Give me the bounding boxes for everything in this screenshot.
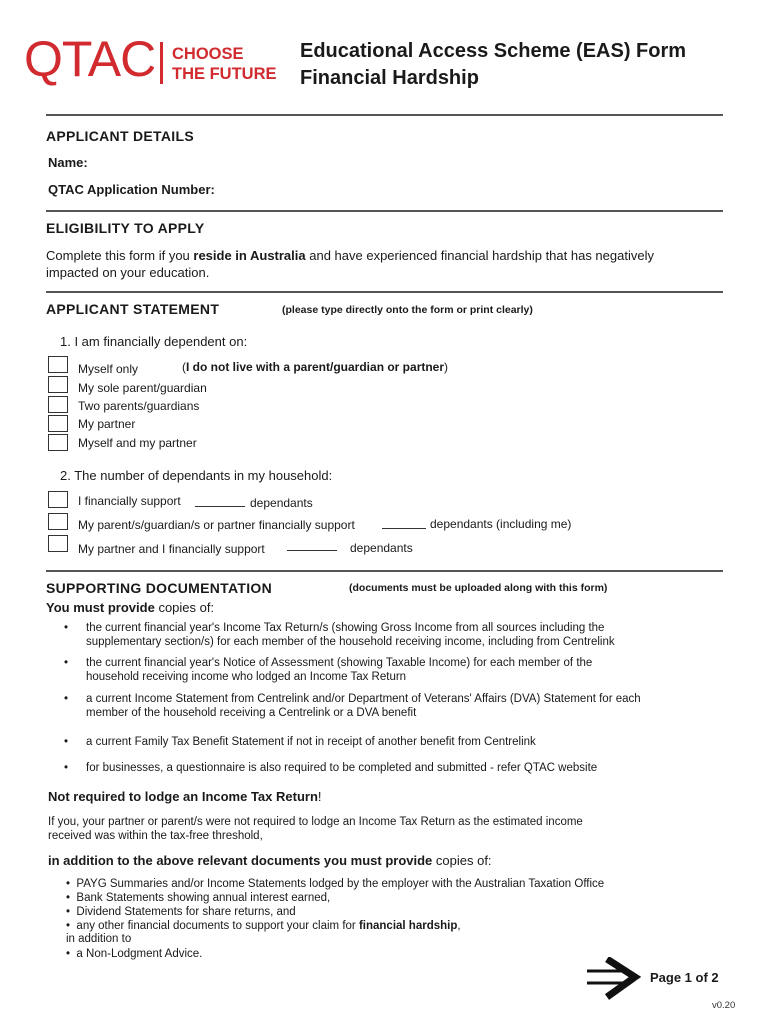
bullet: • bbox=[66, 892, 71, 904]
addition-bold: in addition to the above relevant documents you must provide bbox=[48, 853, 433, 868]
bullet-line: a current Income Statement from Centrelink and/or Department of Veterans' Affairs (DVA) Statement for each bbox=[86, 693, 641, 705]
checkbox-sole-parent[interactable] bbox=[48, 376, 68, 393]
note-bold: I do not live with a parent/guardian or partner bbox=[186, 360, 445, 374]
must-provide-rest: copies of: bbox=[154, 600, 215, 615]
bullet-line: member of the household receiving a Centrelink or a DVA benefit bbox=[86, 707, 417, 719]
bullet-line: the current financial year's Income Tax Return/s (showing Gross Income from all sources including the bbox=[86, 622, 605, 634]
checkbox-two-parents[interactable] bbox=[48, 396, 68, 413]
divider bbox=[46, 570, 723, 572]
payg-item: Dividend Statements for share returns, and bbox=[76, 906, 296, 918]
bullet-text bbox=[86, 692, 714, 720]
logo-tagline-line2: THE FUTURE bbox=[172, 65, 277, 83]
option-sole-parent: My sole parent/guardian bbox=[78, 381, 207, 395]
next-page-arrow-icon bbox=[585, 957, 645, 1001]
applicant-statement-note: (please type directly onto the form or print clearly) bbox=[282, 304, 533, 316]
checkbox-parent-support[interactable] bbox=[48, 513, 68, 530]
bullet: • bbox=[64, 762, 69, 774]
question-1: 1. I am financially dependent on: bbox=[60, 334, 248, 349]
list-item bbox=[66, 891, 330, 905]
bullet-line: household receiving income who lodged an Income Tax Return bbox=[86, 671, 407, 683]
eligibility-text bbox=[46, 247, 726, 281]
addition-heading bbox=[48, 853, 492, 868]
not-required-bold: Not required to lodge an Income Tax Return bbox=[48, 789, 318, 804]
option-partner-support-suffix: dependants bbox=[350, 541, 413, 555]
bullet-text bbox=[86, 621, 714, 649]
not-required-excl: ! bbox=[317, 789, 322, 804]
eligibility-heading: ELIGIBILITY TO APPLY bbox=[46, 220, 205, 236]
addition-rest: copies of: bbox=[432, 853, 492, 868]
option-partner-support: My partner and I financially support bbox=[78, 542, 265, 556]
myself-only-note bbox=[182, 360, 448, 374]
note-close: ) bbox=[444, 360, 449, 374]
must-provide-bold: You must provide bbox=[46, 600, 155, 615]
title-line2: Financial Hardship bbox=[300, 67, 479, 89]
divider bbox=[46, 114, 723, 116]
supporting-heading: SUPPORTING DOCUMENTATION bbox=[46, 580, 273, 596]
checkbox-myself-and-partner[interactable] bbox=[48, 434, 68, 451]
eligibility-text-line2: impacted on your education. bbox=[46, 265, 210, 280]
checkbox-i-support[interactable] bbox=[48, 491, 68, 508]
note-open: ( bbox=[182, 360, 186, 374]
supporting-note: (documents must be uploaded along with this form) bbox=[349, 582, 608, 594]
other-docs-bold: financial hardship bbox=[358, 920, 458, 932]
qtac-logo: QTAC bbox=[24, 31, 156, 87]
option-i-support: I financially support bbox=[78, 494, 181, 508]
bullet: • bbox=[66, 948, 71, 960]
bullet-line: the current financial year's Notice of Assessment (showing Taxable Income) for each member of the bbox=[86, 657, 593, 669]
not-required-line2: received was within the tax-free threshold, bbox=[48, 830, 263, 842]
checkbox-partner-support[interactable] bbox=[48, 535, 68, 552]
logo-divider bbox=[160, 42, 163, 84]
list-item bbox=[66, 919, 461, 933]
list-item bbox=[66, 947, 202, 961]
not-required-line1: If you, your partner or parent/s were not required to lodge an Income Tax Return as the estimated income bbox=[48, 816, 583, 828]
non-lodgment: a Non-Lodgment Advice. bbox=[76, 948, 203, 960]
applicant-statement-heading: APPLICANT STATEMENT bbox=[46, 301, 220, 317]
dependants-input-1[interactable] bbox=[195, 494, 245, 507]
bullet: • bbox=[66, 920, 71, 932]
bullet: • bbox=[66, 878, 71, 890]
dependants-input-2[interactable] bbox=[382, 516, 426, 529]
payg-item: Bank Statements showing annual interest earned, bbox=[76, 892, 331, 904]
option-myself-only: Myself only bbox=[78, 362, 139, 376]
not-required-heading bbox=[48, 789, 322, 804]
option-myself-and-partner: Myself and my partner bbox=[78, 436, 197, 450]
question-2: 2. The number of dependants in my household: bbox=[60, 468, 333, 483]
application-number-label: QTAC Application Number: bbox=[48, 182, 215, 197]
other-docs-a: any other financial documents to support your claim for bbox=[76, 920, 359, 932]
divider bbox=[46, 210, 723, 212]
payg-item: PAYG Summaries and/or Income Statements lodged by the employer with the Australian Taxation Office bbox=[76, 878, 605, 890]
bullet: • bbox=[64, 657, 69, 669]
option-i-support-suffix: dependants bbox=[250, 496, 313, 510]
bullet: • bbox=[64, 622, 69, 634]
must-provide bbox=[46, 600, 214, 615]
logo-tagline bbox=[172, 44, 277, 84]
eligibility-text-c: and have experienced financial hardship that has negatively bbox=[305, 248, 654, 263]
list-item bbox=[66, 905, 296, 919]
eligibility-text-a: Complete this form if you bbox=[46, 248, 194, 263]
bullet-text: for businesses, a questionnaire is also required to be completed and submitted - refer QTAC website bbox=[86, 762, 598, 774]
option-parent-support: My parent/s/guardian/s or partner financially support bbox=[78, 518, 355, 532]
other-docs-c: , bbox=[457, 920, 461, 932]
name-label: Name: bbox=[48, 155, 88, 170]
in-addition-to: in addition to bbox=[66, 933, 132, 945]
not-required-text bbox=[48, 815, 728, 843]
option-my-partner: My partner bbox=[78, 417, 136, 431]
page-title bbox=[300, 38, 686, 92]
option-parent-support-suffix: dependants (including me) bbox=[430, 517, 572, 531]
bullet: • bbox=[64, 693, 69, 705]
version-label: v0.20 bbox=[712, 1000, 736, 1011]
applicant-details-heading: APPLICANT DETAILS bbox=[46, 128, 194, 144]
bullet-text bbox=[86, 656, 714, 684]
bullet-line: supplementary section/s) for each member of the household receiving income, including from Centrelink bbox=[86, 636, 615, 648]
title-line1: Educational Access Scheme (EAS) Form bbox=[300, 40, 687, 62]
divider bbox=[46, 291, 723, 293]
logo-tagline-line1: CHOOSE bbox=[172, 45, 244, 63]
bullet-text: a current Family Tax Benefit Statement if not in receipt of another benefit from Centrelink bbox=[86, 736, 536, 748]
list-item bbox=[66, 877, 604, 891]
eligibility-text-bold: reside in Australia bbox=[193, 248, 306, 263]
checkbox-my-partner[interactable] bbox=[48, 415, 68, 432]
dependants-input-3[interactable] bbox=[287, 538, 337, 551]
page-number: Page 1 of 2 bbox=[650, 970, 719, 985]
option-two-parents: Two parents/guardians bbox=[78, 399, 200, 413]
bullet: • bbox=[64, 736, 69, 748]
bullet: • bbox=[66, 906, 71, 918]
checkbox-myself-only[interactable] bbox=[48, 356, 68, 373]
